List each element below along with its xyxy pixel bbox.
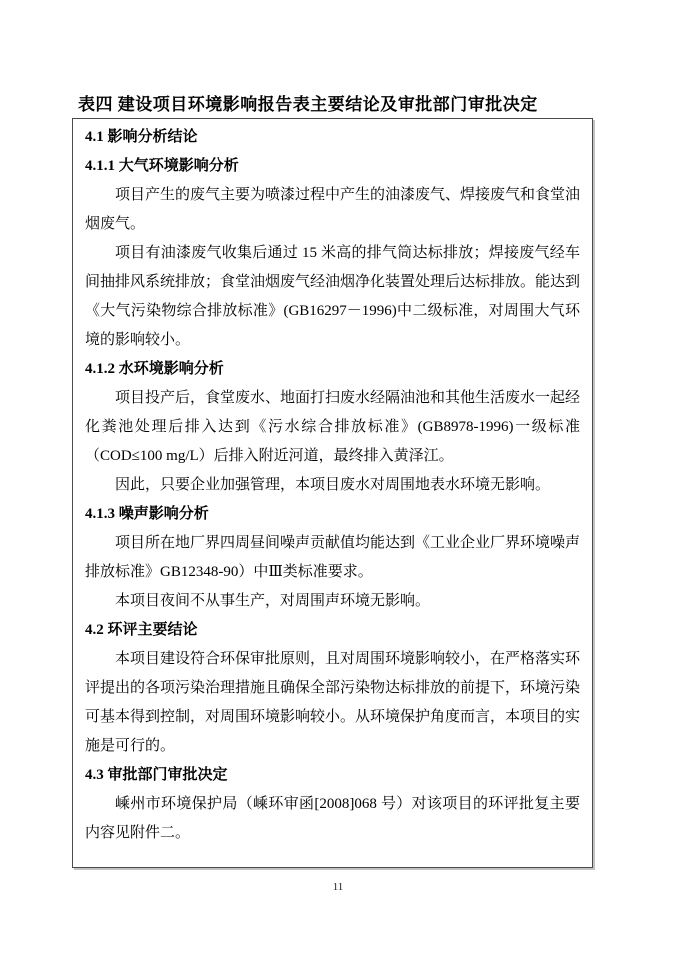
paragraph: 本项目夜间不从事生产，对周围声环境无影响。 bbox=[115, 593, 431, 609]
paragraph: 因此，只要企业加强管理，本项目废水对周围地表水环境无影响。 bbox=[115, 477, 551, 493]
paragraph: 嵊州市环境保护局（嵊环审函[2008]068 号）对该项目的环评批复主要内容见附件二。 bbox=[85, 796, 580, 841]
page-title: 表四 建设项目环境影响报告表主要结论及审批部门审批决定 bbox=[78, 95, 538, 114]
paragraph: 项目产生的废气主要为喷漆过程中产生的油漆废气、焊接废气和食堂油烟废气。 bbox=[85, 187, 581, 232]
paragraph: 项目有油漆废气收集后通过 15 米高的排气筒达标排放；焊接废气经车间抽排风系统排放；食堂油烟废气经油烟净化装置处理后达标排放。能达到《大气污染物综合排放标准》(GB16297－1996)中二级标准，对周围大气环境的影响较小。 bbox=[85, 245, 581, 348]
conclusions-table-body bbox=[73, 119, 592, 848]
section-heading: 4.1 影响分析结论 bbox=[85, 129, 198, 145]
section-heading: 4.1.2 水环境影响分析 bbox=[85, 361, 224, 377]
paragraph: 项目投产后，食堂废水、地面打扫废水经隔油池和其他生活废水一起经化粪池处理后排入达到《污水综合排放标准》(GB8978-1996)一级标准（COD≤100 mg/L）后排入附近河道，最终排入黄泽江。 bbox=[85, 390, 581, 464]
paragraph: 本项目建设符合环保审批原则，且对周围环境影响较小，在严格落实环评提出的各项污染治理措施且确保全部污染物达标排放的前提下，环境污染可基本得到控制，对周围环境影响较小。从环境保护角度而言，本项目的实施是可行的。 bbox=[85, 651, 581, 754]
section-heading: 4.2 环评主要结论 bbox=[85, 622, 198, 638]
section-heading: 4.3 审批部门审批决定 bbox=[85, 767, 228, 783]
conclusions-table bbox=[72, 118, 593, 868]
section-heading: 4.1.3 噪声影响分析 bbox=[85, 506, 209, 522]
page-number: 11 bbox=[332, 881, 344, 893]
section-heading: 4.1.1 大气环境影响分析 bbox=[85, 158, 239, 174]
paragraph: 项目所在地厂界四周昼间噪声贡献值均能达到《工业企业厂界环境噪声排放标准》GB12348-90）中Ⅲ类标准要求。 bbox=[85, 535, 581, 580]
